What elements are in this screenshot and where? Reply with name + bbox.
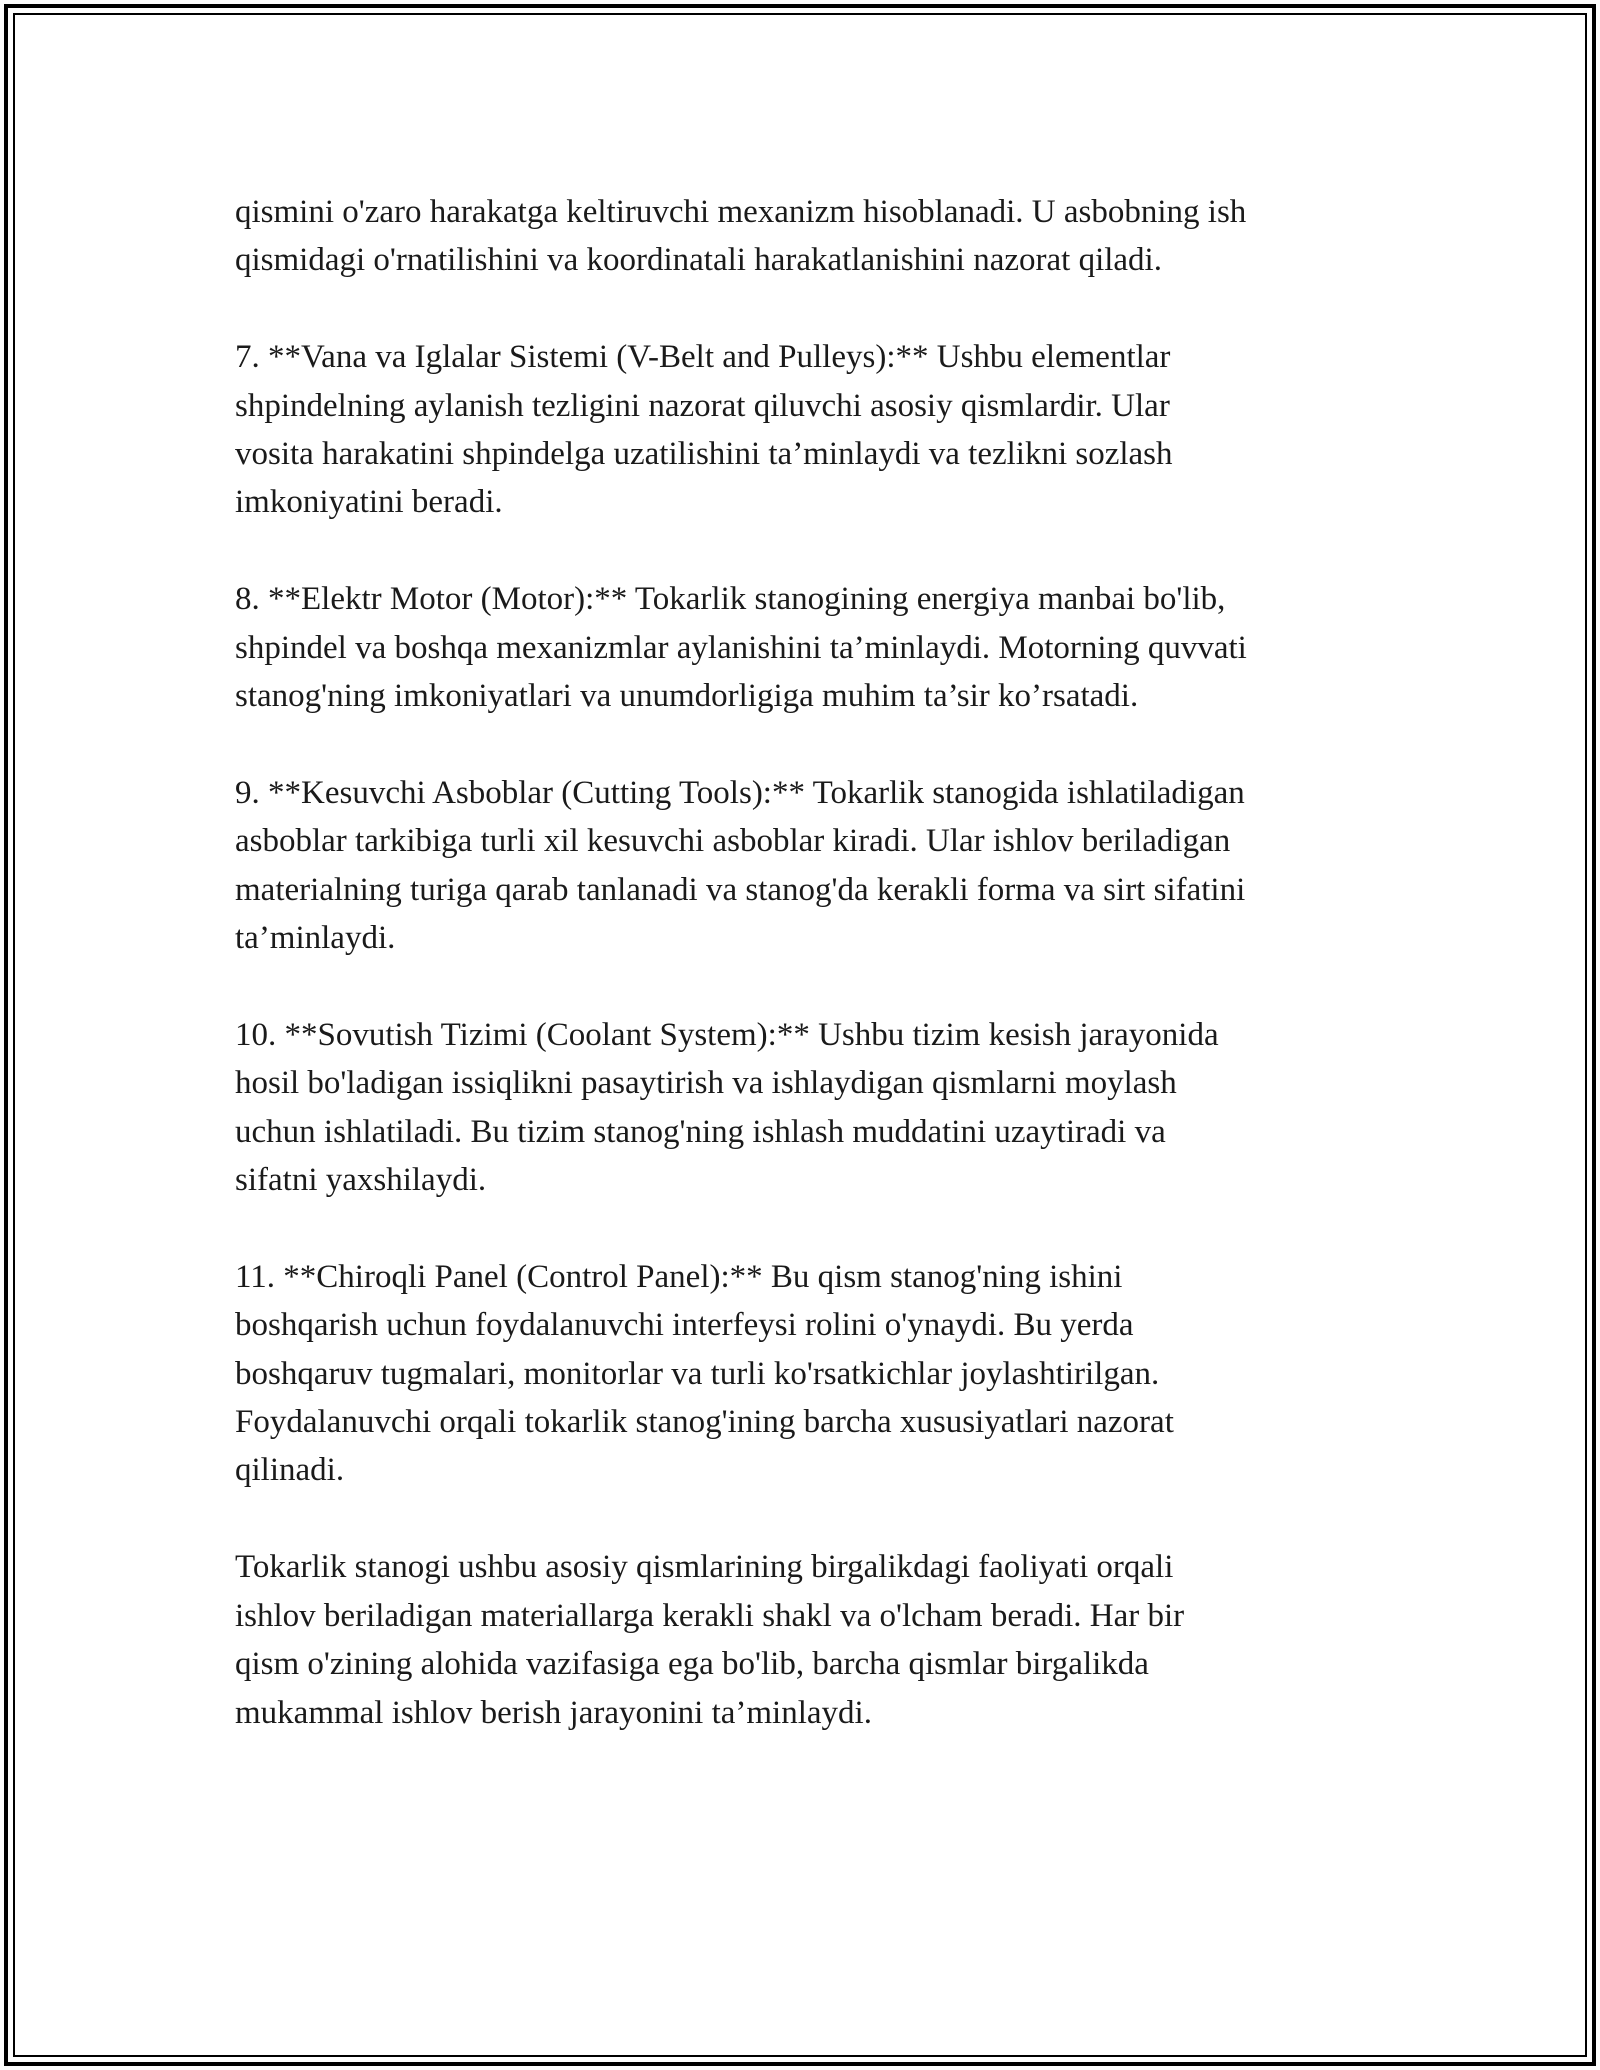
paragraph-item-11: 11. **Chiroqli Panel (Control Panel):** Bu qism stanog'ning ishini boshqarish uchun foydalanuvchi interfeysi rolini o'ynaydi. Bu yerda boshqaruv tugmalari, monitorlar va turli ko'rsatkichlar joylashtirilgan. Foydalanuvchi orqali tokarlik stanog'ining barcha xususiyatlari nazorat qilinadi. xyxy=(235,1258,1174,1489)
paragraph-item-7: 7. **Vana va Iglalar Sistemi (V-Belt and Pulleys):** Ushbu elementlar shpindelning aylanish tezligini nazorat qiluvchi asosiy qismlardir. Ular vosita harakatini shpindelga uzatilishini ta’minlaydi va tezlikni sozlash imkoniyatini beradi. xyxy=(235,339,1173,521)
paragraph-intro-continuation: qismini o'zaro harakatga keltiruvchi mexanizm hisoblanadi. U asbobning ish qismidagi o'rnatilishini va koordinatali harakatlanishini nazorat qiladi. xyxy=(235,194,1247,279)
paragraph-item-9: 9. **Kesuvchi Asboblar (Cutting Tools):** Tokarlik stanogida ishlatiladigan asboblar tarkibiga turli xil kesuvchi asboblar kiradi. Ular ishlov beriladigan materialning turiga qarab tanlanadi va stanog'da kerakli forma va sirt sifatini ta’minlaydi. xyxy=(235,774,1246,957)
paragraph-item-8: 8. **Elektr Motor (Motor):** Tokarlik stanogining energiya manbai bo'lib, shpindel va boshqa mexanizmlar aylanishini ta’minlaydi. Motorning quvvati stanog'ning imkoniyatlari va unumdorligiga muhim ta’sir ko’rsatadi. xyxy=(235,581,1247,715)
paragraph-conclusion: Tokarlik stanogi ushbu asosiy qismlarining birgalikdagi faoliyati orqali ishlov beriladigan materiallarga kerakli shakl va o'lcham beradi. Har bir qism o'zining alohida vazifasiga ega bo'lib, barcha qismlar birgalikda mukammal ishlov berish jarayonini ta’minlaydi. xyxy=(235,1549,1185,1731)
document-body xyxy=(235,188,1375,1785)
paragraph-item-10: 10. **Sovutish Tizimi (Coolant System):** Ushbu tizim kesish jarayonida hosil bo'ladigan issiqlikni pasaytirish va ishlaydigan qismlarni moylash uchun ishlatiladi. Bu tizim stanog'ning ishlash muddatini uzaytiradi va sifatni yaxshilaydi. xyxy=(235,1016,1219,1199)
